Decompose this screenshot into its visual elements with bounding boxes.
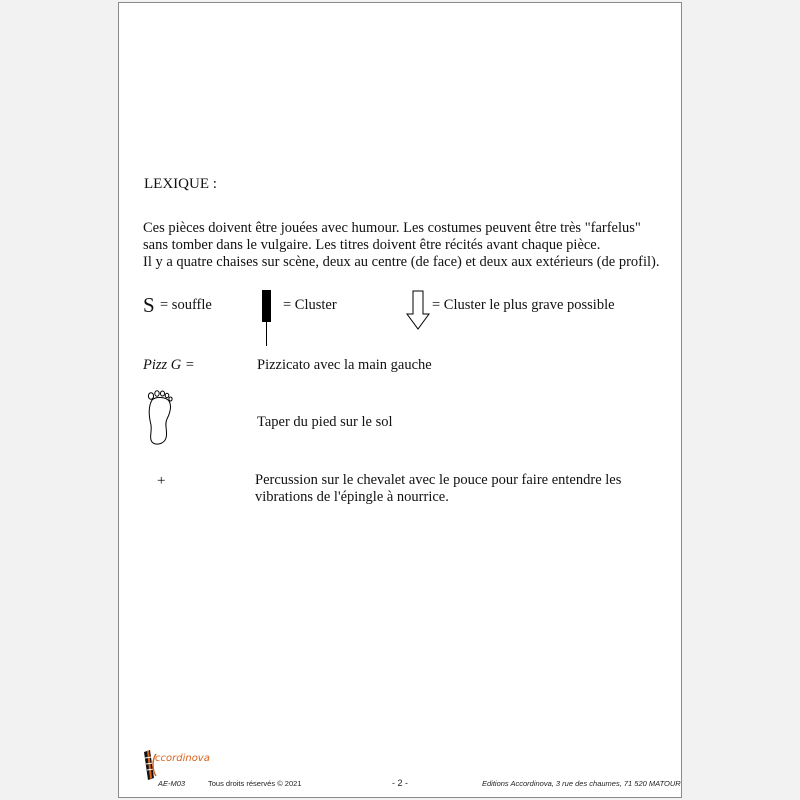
percussion-line: Percussion sur le chevalet avec le pouce pour faire entendre les bbox=[255, 472, 622, 488]
lexique-heading: LEXIQUE : bbox=[144, 176, 217, 192]
foot-text: Taper du pied sur le sol bbox=[257, 414, 393, 430]
page-number: - 2 - bbox=[392, 778, 409, 788]
down-arrow-icon bbox=[406, 290, 430, 330]
cluster-text: = Cluster bbox=[283, 297, 337, 313]
logo-text: ccordinova bbox=[155, 753, 210, 764]
souffle-text: = souffle bbox=[160, 297, 212, 313]
percussion-line: vibrations de l'épingle à nourrice. bbox=[255, 489, 449, 505]
intro-line: Il y a quatre chaises sur scène, deux au centre (de face) et deux aux extérieurs (de profil). bbox=[143, 254, 660, 270]
cluster-grave-text: = Cluster le plus grave possible bbox=[432, 297, 615, 313]
intro-paragraph bbox=[143, 220, 660, 271]
intro-line: sans tomber dans le vulgaire. Les titres doivent être récités avant chaque pièce. bbox=[143, 237, 601, 253]
footer-code: AE-M03 bbox=[158, 779, 186, 788]
footer-rights: Tous droits réservés © 2021 bbox=[208, 779, 302, 788]
cluster-icon bbox=[261, 290, 273, 346]
foot-icon bbox=[142, 389, 178, 445]
footer-address: Editions Accordinova, 3 rue des chaumes, 71 520 MATOUR bbox=[482, 779, 681, 788]
percussion-text bbox=[255, 472, 621, 506]
pizz-label: Pizz G = bbox=[143, 357, 195, 373]
intro-line: Ces pièces doivent être jouées avec humour. Les costumes peuvent être très "farfelus" bbox=[143, 220, 641, 236]
plus-symbol: + bbox=[157, 473, 166, 489]
pizz-text: Pizzicato avec la main gauche bbox=[257, 357, 432, 373]
document-page bbox=[118, 2, 682, 798]
souffle-symbol: S bbox=[143, 293, 155, 317]
